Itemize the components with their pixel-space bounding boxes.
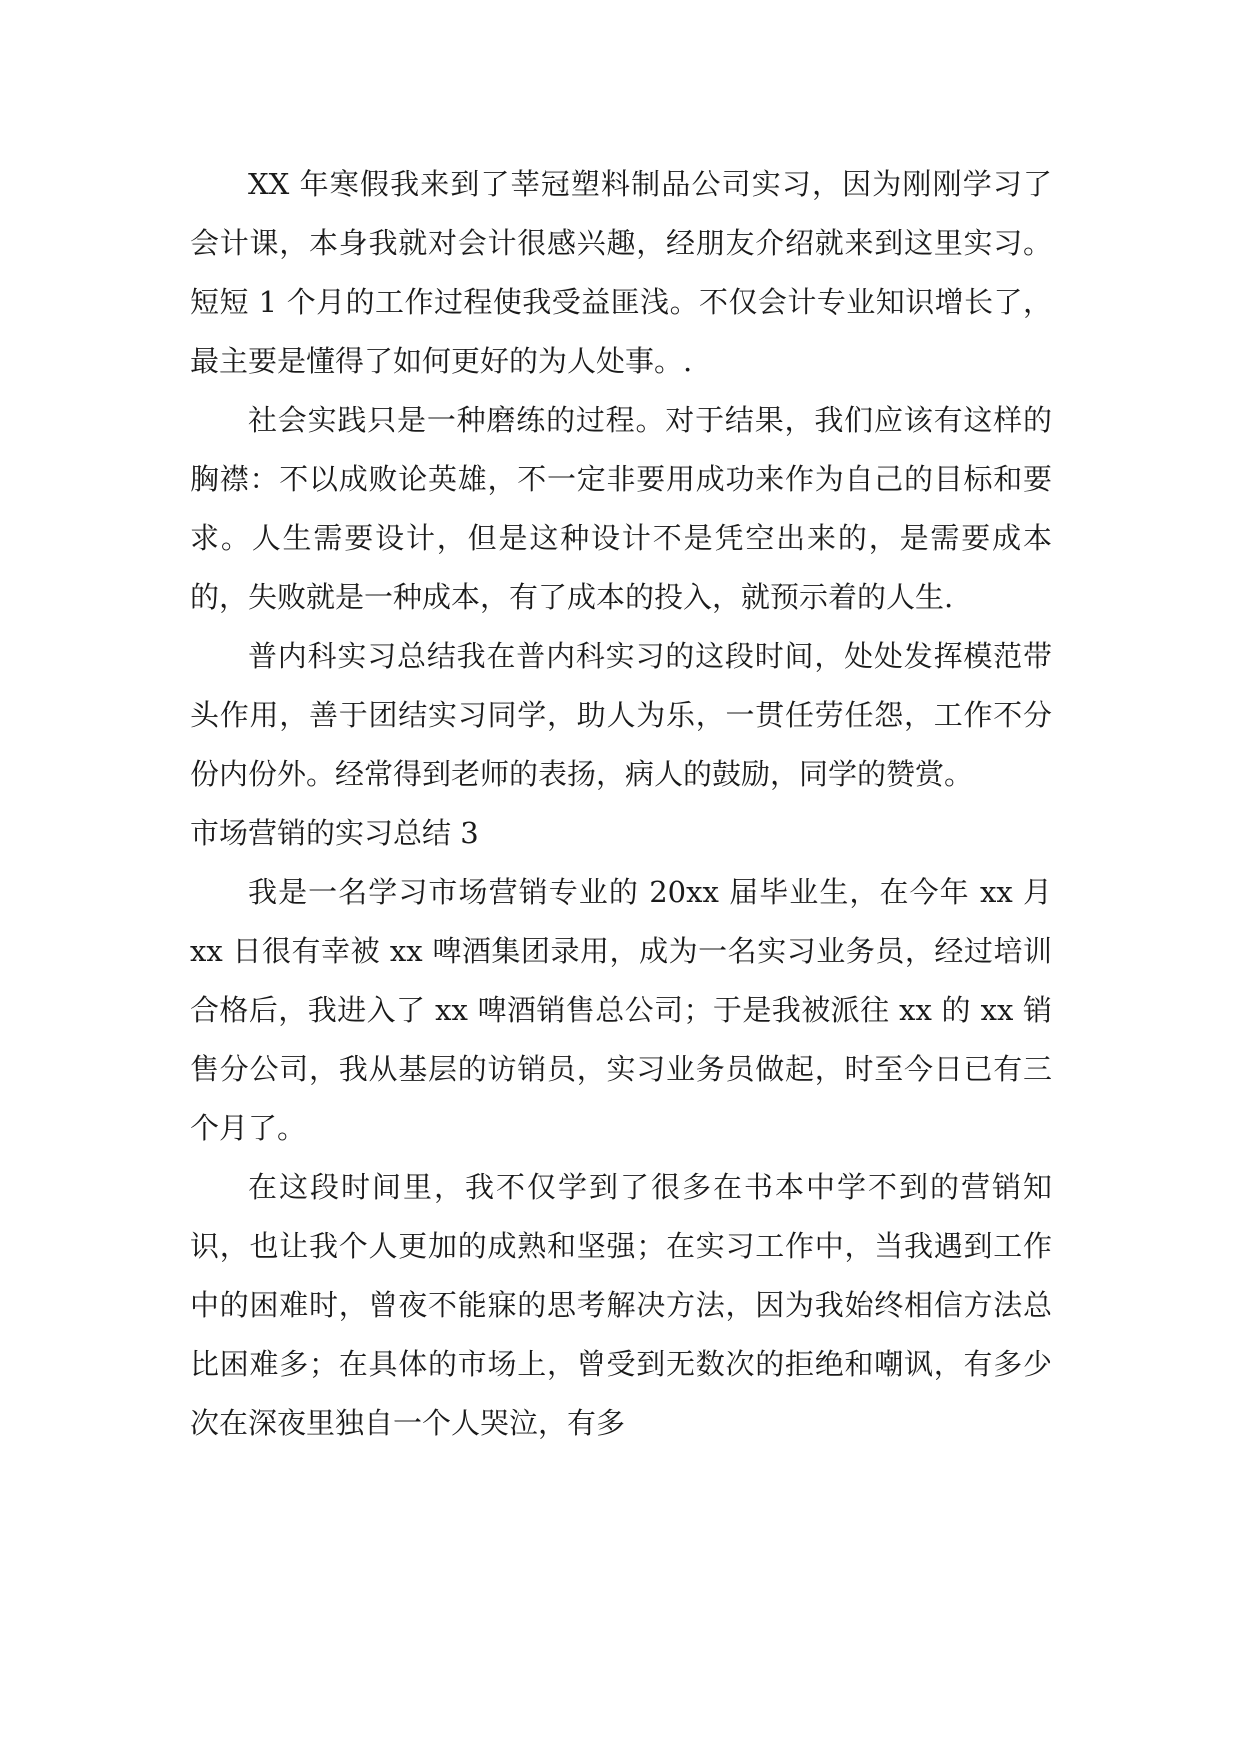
paragraph-marketing-experience: 在这段时间里，我不仅学到了很多在书本中学不到的营销知识，也让我个人更加的成熟和坚强；在实习工作中，当我遇到工作中的困难时，曾夜不能寐的思考解决方法，因为我始终相信方法总比困难多；在具体的市场上，曾受到无数次的拒绝和嘲讽，有多少次在深夜里独自一个人哭泣，有多 (190, 1170, 1052, 1440)
paragraph-internal-medicine: 普内科实习总结我在普内科实习的这段时间，处处发挥模范带头作用，善于团结实习同学，助人为乐，一贯任劳任怨，工作不分份内份外。经常得到老师的表扬，病人的鼓励，同学的赞赏。 (190, 639, 1052, 791)
section-heading-marketing: 市场营销的实习总结 3 (190, 816, 479, 850)
paragraph-social-practice: 社会实践只是一种磨练的过程。对于结果，我们应该有这样的胸襟：不以成败论英雄，不一定非要用成功来作为自己的目标和要求。人生需要设计，但是这种设计不是凭空出来的，是需要成本的，失败就是一种成本，有了成本的投入，就预示着的人生. (190, 403, 1052, 614)
paragraph-marketing-graduate: 我是一名学习市场营销专业的 20xx 届毕业生，在今年 xx 月 xx 日很有幸被 xx 啤酒集团录用，成为一名实习业务员，经过培训合格后，我进入了 xx 啤酒销售总公司；于是我被派往 xx 的 xx 销售分公司，我从基层的访销员，实习业务员做起，时至今日已有三个月了。 (190, 875, 1052, 1145)
paragraph-internship-accounting: XX 年寒假我来到了莘冠塑料制品公司实习，因为刚刚学习了会计课，本身我就对会计很感兴趣，经朋友介绍就来到这里实习。短短 1 个月的工作过程使我受益匪浅。不仅会计专业知识增长了，最主要是懂得了如何更好的为人处事。. (190, 167, 1052, 378)
document-body (190, 155, 1052, 1453)
